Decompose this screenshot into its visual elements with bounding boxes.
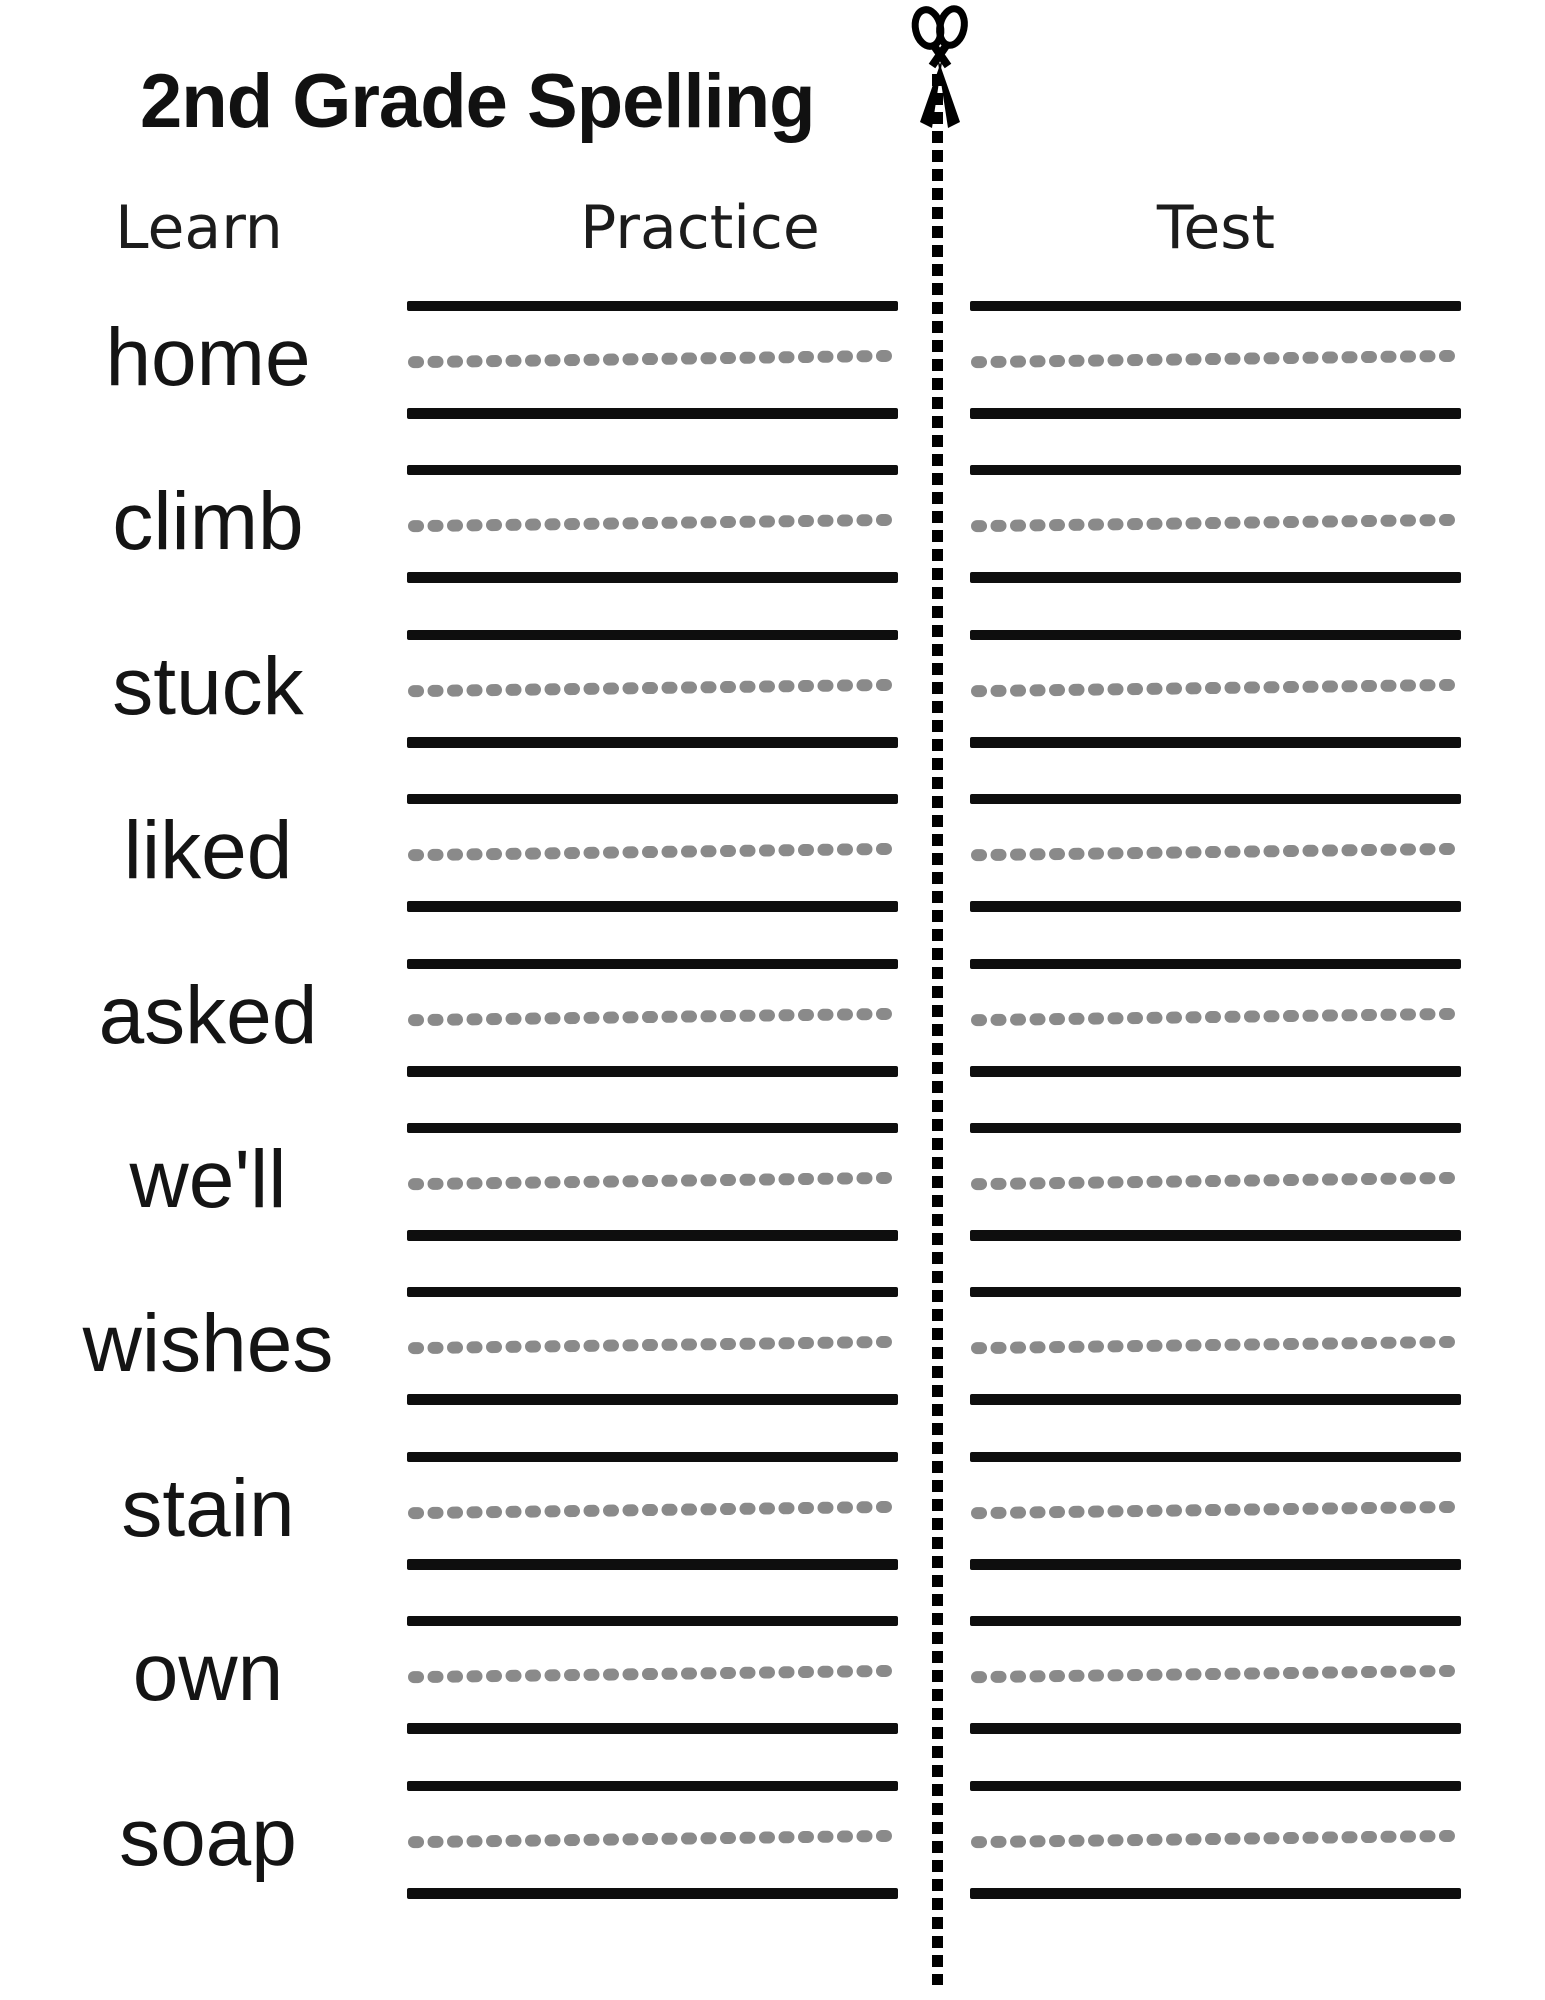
writing-line-top <box>970 465 1461 475</box>
spelling-word: stain <box>121 1462 295 1554</box>
word-row <box>0 301 1545 465</box>
test-writing-lines <box>970 959 1461 1078</box>
test-writing-lines <box>970 465 1461 584</box>
dashed-trace-line <box>970 678 1461 698</box>
practice-writing-lines <box>407 1781 898 1900</box>
practice-writing-lines <box>407 465 898 584</box>
word-row <box>0 630 1545 794</box>
practice-writing-lines <box>407 301 898 420</box>
word-rows <box>0 301 1545 1945</box>
writing-line-bottom <box>970 901 1461 912</box>
spelling-word: stuck <box>112 640 304 732</box>
writing-line-top <box>407 301 898 311</box>
spelling-word: home <box>105 312 311 403</box>
practice-writing-lines <box>407 794 898 913</box>
writing-line-top <box>970 1781 1461 1791</box>
word-row <box>0 1452 1545 1616</box>
writing-line-top <box>970 630 1461 640</box>
writing-line-top <box>970 301 1461 311</box>
writing-line-bottom <box>407 901 898 912</box>
dashed-trace-line <box>407 1006 898 1026</box>
writing-line-top <box>970 959 1461 969</box>
writing-line-top <box>970 794 1461 804</box>
column-header-practice: Practice <box>580 193 820 263</box>
word-row <box>0 794 1545 958</box>
dashed-trace-line <box>407 1171 898 1191</box>
writing-line-top <box>970 1287 1461 1297</box>
test-writing-lines <box>970 1123 1461 1242</box>
writing-line-top <box>970 1452 1461 1462</box>
test-writing-lines <box>970 1781 1461 1900</box>
test-writing-lines <box>970 794 1461 913</box>
test-writing-lines <box>970 1287 1461 1406</box>
column-header-learn: Learn <box>115 193 283 263</box>
dashed-trace-line <box>970 1828 1461 1848</box>
word-row <box>0 1781 1545 1945</box>
spelling-word: climb <box>112 476 304 568</box>
dashed-trace-line <box>970 1500 1461 1520</box>
writing-line-top <box>407 1123 898 1133</box>
word-row <box>0 1616 1545 1780</box>
writing-line-bottom <box>407 1723 898 1734</box>
word-row <box>0 1287 1545 1451</box>
word-row <box>0 1123 1545 1287</box>
writing-line-bottom <box>407 408 898 419</box>
dashed-trace-line <box>407 349 898 369</box>
writing-line-bottom <box>407 1066 898 1077</box>
dashed-trace-line <box>970 1335 1461 1355</box>
dashed-trace-line <box>970 1171 1461 1191</box>
writing-line-bottom <box>970 572 1461 583</box>
dashed-trace-line <box>407 1828 898 1848</box>
writing-line-top <box>407 1781 898 1791</box>
writing-line-bottom <box>970 737 1461 748</box>
word-row <box>0 465 1545 629</box>
dashed-trace-line <box>970 513 1461 533</box>
practice-writing-lines <box>407 1616 898 1735</box>
writing-line-bottom <box>970 1559 1461 1570</box>
dashed-trace-line <box>407 1335 898 1355</box>
writing-line-bottom <box>970 1888 1461 1899</box>
practice-writing-lines <box>407 1123 898 1242</box>
writing-line-bottom <box>407 1888 898 1899</box>
spelling-word: wishes <box>82 1298 334 1390</box>
writing-line-bottom <box>407 1394 898 1405</box>
test-writing-lines <box>970 630 1461 749</box>
practice-writing-lines <box>407 1287 898 1406</box>
writing-line-top <box>407 1616 898 1626</box>
writing-line-bottom <box>970 1066 1461 1077</box>
practice-writing-lines <box>407 630 898 749</box>
practice-writing-lines <box>407 959 898 1078</box>
writing-line-bottom <box>407 572 898 583</box>
writing-line-bottom <box>407 1230 898 1241</box>
writing-line-bottom <box>970 1723 1461 1734</box>
test-writing-lines <box>970 301 1461 420</box>
writing-line-top <box>407 959 898 969</box>
writing-line-top <box>407 1287 898 1297</box>
spelling-word: own <box>132 1627 284 1719</box>
test-writing-lines <box>970 1616 1461 1735</box>
dashed-trace-line <box>970 842 1461 862</box>
dashed-trace-line <box>407 678 898 698</box>
writing-line-top <box>407 465 898 475</box>
page-title: 2nd Grade Spelling <box>140 59 815 144</box>
writing-line-bottom <box>970 408 1461 419</box>
spelling-word: soap <box>119 1791 297 1883</box>
writing-line-bottom <box>407 737 898 748</box>
writing-line-top <box>970 1616 1461 1626</box>
spelling-word: we'll <box>129 1133 287 1225</box>
test-writing-lines <box>970 1452 1461 1571</box>
dashed-trace-line <box>970 1664 1461 1684</box>
column-header-test: Test <box>1156 193 1276 263</box>
word-row <box>0 959 1545 1123</box>
writing-line-top <box>407 630 898 640</box>
dashed-trace-line <box>970 1006 1461 1026</box>
spelling-word: liked <box>123 805 293 897</box>
spelling-word: asked <box>98 969 318 1061</box>
writing-line-top <box>970 1123 1461 1133</box>
writing-line-top <box>407 1452 898 1462</box>
writing-line-bottom <box>970 1230 1461 1241</box>
dashed-trace-line <box>407 842 898 862</box>
dashed-trace-line <box>407 1500 898 1520</box>
dashed-trace-line <box>970 349 1461 369</box>
writing-line-top <box>407 794 898 804</box>
dashed-trace-line <box>407 513 898 533</box>
practice-writing-lines <box>407 1452 898 1571</box>
writing-line-bottom <box>407 1559 898 1570</box>
writing-line-bottom <box>970 1394 1461 1405</box>
dashed-trace-line <box>407 1664 898 1684</box>
